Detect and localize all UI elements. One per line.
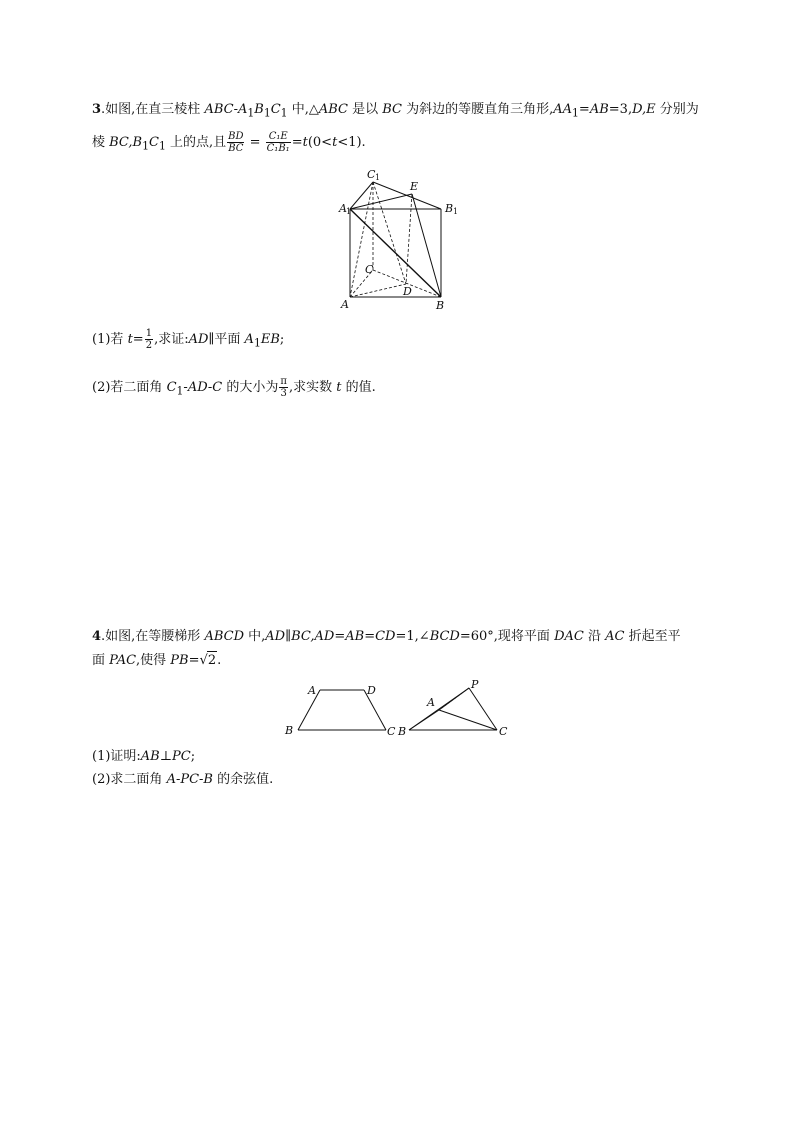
q3-text: <1). <box>337 135 366 150</box>
sqrt-radicand: 2 <box>207 653 217 668</box>
q3-sub: 1 <box>247 106 255 120</box>
q3-text: (0< <box>307 135 333 150</box>
q3-text: 的值. <box>341 380 376 395</box>
q3-sub: 1 <box>280 106 288 120</box>
q3-text: = <box>245 135 265 150</box>
label-p: P <box>471 678 479 691</box>
fraction-denominator: 3 <box>280 388 287 399</box>
q3-math: ABC <box>318 102 348 117</box>
q3-sub: 1 <box>263 106 271 120</box>
q4-text: = <box>364 629 376 644</box>
q3-text: ,求实数 <box>288 380 337 395</box>
q4-math: DAC <box>554 629 584 644</box>
q3-math: AB <box>589 102 609 117</box>
q4-math: CD <box>375 629 396 644</box>
fraction-numerator: BD <box>228 131 244 142</box>
q3-math: C <box>166 380 177 395</box>
q3-text: 中,△ <box>287 102 319 117</box>
label-a1: A <box>339 202 347 215</box>
q4-math: PAC <box>109 653 137 668</box>
fraction-numerator: C₁E <box>266 131 291 143</box>
q4-text: =60°,现将平面 <box>459 629 555 644</box>
q4-math: AB <box>345 629 365 644</box>
q4-text: = <box>188 653 200 668</box>
q3-text: 的大小为 <box>222 380 279 395</box>
q3-text: (2)若二面角 <box>92 380 167 395</box>
q3-math: B <box>254 102 264 117</box>
q3-text: = <box>578 102 590 117</box>
sqrt-symbol: √ <box>199 653 208 668</box>
edge-e-d <box>406 194 412 284</box>
q4-math: AB <box>140 749 160 764</box>
q4-math: AC <box>605 629 625 644</box>
label-e: E <box>410 180 419 193</box>
fraction-denominator: 2 <box>145 340 153 351</box>
q4-line-2 <box>92 651 221 670</box>
label-a: A <box>427 696 435 709</box>
q4-text: 面 <box>92 653 110 668</box>
q4-math: A-PC-B <box>166 772 213 787</box>
edge-pc <box>469 688 497 730</box>
label-sub: 1 <box>346 207 352 216</box>
q3-math: AD-C <box>187 380 223 395</box>
q4-text: 中, <box>244 629 266 644</box>
q3-sub: 1 <box>158 139 166 153</box>
q3-math: ABC-A <box>204 102 248 117</box>
edge-ba <box>409 710 439 730</box>
label-a: A <box>341 298 349 311</box>
q3-math: C <box>270 102 281 117</box>
q4-text: (2)求二面角 <box>92 772 167 787</box>
q3-math: t <box>332 135 338 150</box>
q3-sub: 1 <box>253 336 261 350</box>
q3-fraction-bd-bc <box>227 131 244 154</box>
q3-text: =3, <box>608 102 633 117</box>
q4-text: ∥ <box>285 629 292 644</box>
q4-part-1 <box>92 748 195 766</box>
label-sub: 1 <box>375 173 381 182</box>
q4-part-2 <box>92 771 273 789</box>
q3-text: = <box>132 332 144 347</box>
q4-text: ,使得 <box>136 653 171 668</box>
q3-text: 为斜边的等腰直角三角形, <box>401 102 554 117</box>
q3-math: AA <box>553 102 573 117</box>
figure-folded <box>395 678 515 740</box>
q3-text: 是以 <box>347 102 383 117</box>
edge-c1-a1 <box>350 182 373 209</box>
q3-text: = <box>291 135 303 150</box>
q4-text: .如图,在等腰梯形 <box>101 629 205 644</box>
label-c1: C <box>367 168 376 181</box>
q3-sub: 1 <box>572 106 579 120</box>
q3-text: 棱 <box>92 135 110 150</box>
q4-math: PC <box>171 749 191 764</box>
q3-text: - <box>183 380 188 395</box>
q3-text: ∥平面 <box>208 332 245 347</box>
q3-math: AD <box>188 332 209 347</box>
label-b1: B <box>445 202 454 215</box>
q3-math: D,E <box>632 102 656 117</box>
q3-math: t <box>302 135 308 150</box>
q3-math: BC,B <box>109 135 143 150</box>
edge-c1-d <box>373 182 406 284</box>
edge-ac <box>439 710 497 730</box>
q4-text: 折起至平 <box>624 629 681 644</box>
q3-part-1 <box>92 328 284 353</box>
q4-line-1 <box>92 628 681 646</box>
q4-math: PB <box>170 653 189 668</box>
figure-trapezoid <box>280 680 408 740</box>
edge-a1-b <box>350 209 441 297</box>
q4-text: 沿 <box>583 629 606 644</box>
q3-fraction-c1e-c1b1 <box>266 131 291 154</box>
q4-math: BCD <box>429 629 460 644</box>
q3-text: ,求证: <box>154 332 189 347</box>
edge-a-d <box>350 284 406 297</box>
q4-number: 4 <box>92 629 102 644</box>
q4-text: (1)证明: <box>92 749 141 764</box>
q4-text: ⊥ <box>159 749 172 764</box>
label-d: D <box>403 285 412 298</box>
fraction-numerator: 1 <box>145 328 153 339</box>
q4-text: =1,∠ <box>395 629 430 644</box>
q3-math: t <box>336 380 342 395</box>
q3-math: A <box>244 332 254 347</box>
q3-part-2 <box>92 376 376 401</box>
q3-math: t <box>127 332 133 347</box>
q4-math: BC,AD <box>291 629 335 644</box>
q4-text: . <box>217 653 222 668</box>
label-b: B <box>285 724 294 737</box>
q3-math: C <box>149 135 159 150</box>
q4-text: 的余弦值. <box>212 772 274 787</box>
q3-sub: 1 <box>176 384 184 398</box>
q3-math: EB <box>260 332 280 347</box>
label-c: C <box>499 725 508 738</box>
q3-math: BC <box>382 102 402 117</box>
q3-sub: 1 <box>142 139 149 153</box>
q3-number: 3 <box>92 102 102 117</box>
q3-text: 上的点,且 <box>165 135 227 150</box>
q4-text: ; <box>190 749 196 764</box>
q3-line-1 <box>92 101 699 123</box>
label-b: B <box>398 725 407 738</box>
label-b: B <box>436 299 445 312</box>
q4-math: ABCD <box>204 629 245 644</box>
figure-prism <box>330 165 480 315</box>
edge-c1-a <box>350 182 373 297</box>
label-sub: 1 <box>453 207 459 216</box>
fraction-denominator: C₁B₁ <box>266 143 290 154</box>
q4-text: = <box>334 629 346 644</box>
q4-math: AD <box>265 629 286 644</box>
label-c: C <box>365 263 374 276</box>
q3-text: 分别为 <box>655 102 699 117</box>
q3-fraction-half <box>145 328 153 351</box>
fraction-numerator: π <box>280 376 287 387</box>
label-d: D <box>367 684 376 697</box>
fraction-denominator: BC <box>228 143 244 154</box>
q3-line-2 <box>92 131 366 156</box>
label-c: C <box>387 725 396 738</box>
q3-text: .如图,在直三棱柱 <box>101 102 205 117</box>
q3-text: ; <box>279 332 285 347</box>
label-a: A <box>308 684 316 697</box>
q3-text: (1)若 <box>92 332 128 347</box>
q3-fraction-pi-3 <box>279 376 288 399</box>
